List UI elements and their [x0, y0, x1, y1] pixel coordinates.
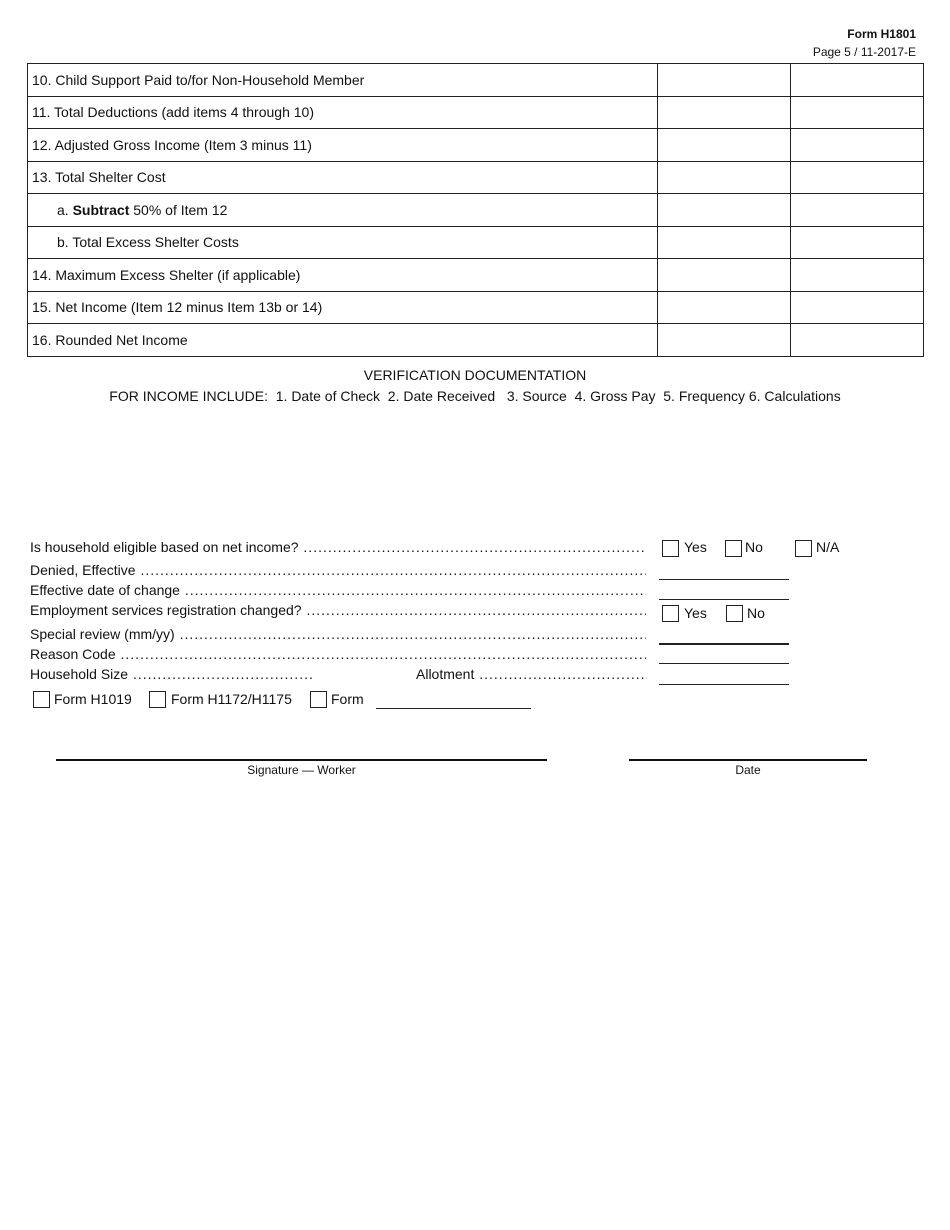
row-label: 16. Rounded Net Income [28, 324, 658, 357]
amount-cell-2[interactable] [791, 226, 924, 259]
amount-cell-1[interactable] [658, 96, 791, 129]
row-label: 12. Adjusted Gross Income (Item 3 minus 11) [28, 129, 658, 162]
special-review-label: Special review (mm/yy) ..... [30, 626, 646, 642]
amount-cell-1[interactable] [658, 259, 791, 292]
table-row [28, 64, 924, 97]
row-label: a. Subtract 50% of Item 12 [28, 194, 658, 227]
special-review-field[interactable] [659, 643, 789, 645]
amount-cell-2[interactable] [791, 129, 924, 162]
table-row [28, 194, 924, 227]
amount-cell-2[interactable] [791, 194, 924, 227]
amount-cell-1[interactable] [658, 226, 791, 259]
allotment-field[interactable] [659, 684, 789, 685]
amount-cell-1[interactable] [658, 129, 791, 162]
form-h1172-checkbox[interactable] [149, 691, 166, 708]
employment-yes-label: Yes [684, 605, 707, 621]
amount-cell-1[interactable] [658, 64, 791, 97]
net-income-yes-label: Yes [684, 539, 707, 555]
table-row [28, 96, 924, 129]
deductions-table [27, 63, 924, 357]
amount-cell-1[interactable] [658, 324, 791, 357]
worker-signature-line[interactable] [56, 759, 547, 761]
amount-cell-2[interactable] [791, 64, 924, 97]
table-row [28, 129, 924, 162]
form-h1019-checkbox[interactable] [33, 691, 50, 708]
amount-cell-2[interactable] [791, 161, 924, 194]
verification-title: VERIFICATION DOCUMENTATION [363, 367, 587, 383]
table-row [28, 226, 924, 259]
net-income-na-checkbox[interactable] [795, 540, 812, 557]
amount-cell-1[interactable] [658, 194, 791, 227]
row-label: 11. Total Deductions (add items 4 through 10) [28, 96, 658, 129]
row-label: b. Total Excess Shelter Costs [28, 226, 658, 259]
row-label: 15. Net Income (Item 12 minus Item 13b or 14) [28, 291, 658, 324]
table-row [28, 324, 924, 357]
date-line[interactable] [629, 759, 867, 761]
worker-signature-caption: Signature — Worker [247, 763, 356, 777]
row-label: 14. Maximum Excess Shelter (if applicable) [28, 259, 658, 292]
amount-cell-2[interactable] [791, 291, 924, 324]
net-income-na-label: N/A [816, 539, 840, 555]
table-row [28, 161, 924, 194]
reason-code-label: Reason Code ..... [30, 646, 646, 662]
form-other-field[interactable] [376, 708, 531, 709]
household-size-label: Household Size ..... [30, 666, 314, 682]
table-row [28, 291, 924, 324]
form-number: Form H1801 [847, 27, 916, 41]
row-label: 13. Total Shelter Cost [28, 161, 658, 194]
employment-yes-checkbox[interactable] [662, 605, 679, 622]
allotment-label: Allotment ..... [416, 666, 647, 682]
net-income-no-checkbox[interactable] [725, 540, 742, 557]
date-caption: Date [735, 763, 761, 777]
form-other-checkbox[interactable] [310, 691, 327, 708]
net-income-question: Is household eligible based on net income? ..... [30, 539, 646, 555]
form-other-label: Form [331, 691, 364, 707]
row-label: 10. Child Support Paid to/for Non-Household Member [28, 64, 658, 97]
form-h1019-label: Form H1019 [54, 691, 132, 707]
net-income-yes-checkbox[interactable] [662, 540, 679, 557]
employment-question: Employment services registration changed? ..... [30, 602, 646, 618]
denied-effective-label: Denied, Effective ..... [30, 562, 646, 578]
employment-no-label: No [747, 605, 765, 621]
denied-effective-field[interactable] [659, 579, 789, 580]
amount-cell-1[interactable] [658, 161, 791, 194]
page-info: Page 5 / 11-2017-E [812, 45, 916, 59]
amount-cell-2[interactable] [791, 259, 924, 292]
employment-no-checkbox[interactable] [726, 605, 743, 622]
income-include-text: FOR INCOME INCLUDE: 1. Date of Check 2. Date Received 3. Source 4. Gross Pay 5. Frequency 6. Calculations [109, 388, 841, 404]
amount-cell-2[interactable] [791, 96, 924, 129]
table-row [28, 259, 924, 292]
net-income-no-label: No [745, 539, 763, 555]
form-h1172-label: Form H1172/H1175 [171, 691, 292, 707]
amount-cell-2[interactable] [791, 324, 924, 357]
reason-code-field[interactable] [659, 663, 789, 664]
amount-cell-1[interactable] [658, 291, 791, 324]
effective-change-field[interactable] [659, 599, 789, 600]
effective-change-label: Effective date of change ..... [30, 582, 646, 598]
